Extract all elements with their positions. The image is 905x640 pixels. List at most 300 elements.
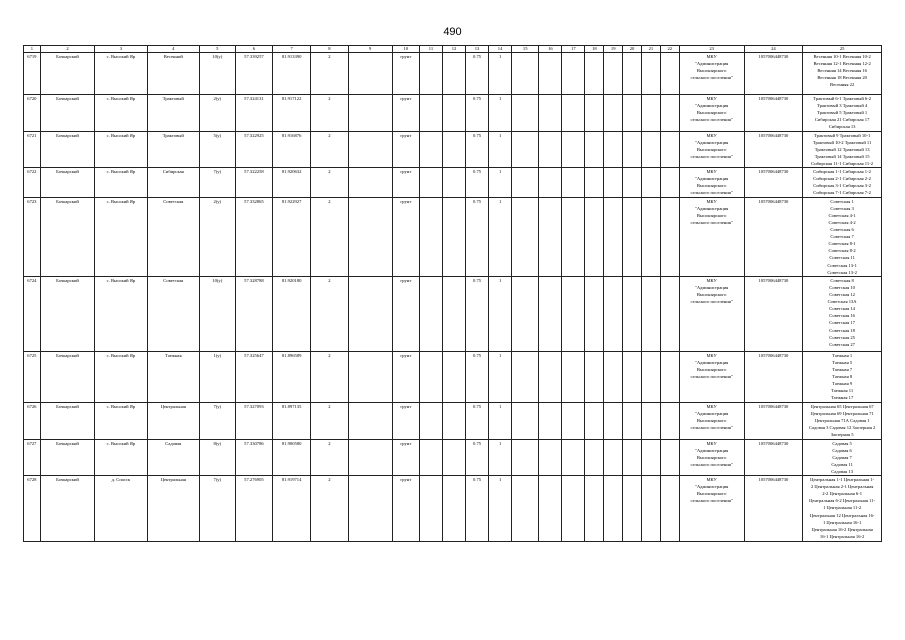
cell-col-8: 2 — [310, 53, 348, 95]
cell-col-11 — [419, 95, 442, 132]
cell-line: Советская 3 — [830, 205, 854, 211]
cell-line: "Администрация — [694, 447, 729, 453]
cell-col-13: 0.75 — [466, 95, 489, 132]
cell-col-24: 1057006448730 — [744, 95, 803, 132]
column-header: 20 — [623, 46, 642, 53]
cell-line: "Администрация — [694, 484, 729, 490]
table-row — [24, 276, 882, 351]
table-row — [24, 476, 882, 542]
cell-line: МКУ — [706, 352, 717, 358]
cell-col-12 — [442, 351, 465, 402]
cell-col-2: Бочкарский — [40, 276, 94, 351]
cell-col-11 — [419, 53, 442, 95]
cell-col-8: 2 — [310, 351, 348, 402]
cell-col-7: 81.920180 — [273, 276, 311, 351]
cell-col-15 — [512, 53, 539, 95]
cell-col-11 — [419, 351, 442, 402]
cell-col-25 — [803, 197, 882, 276]
cell-col-22 — [660, 197, 679, 276]
cell-col-6: 57.339257 — [235, 53, 273, 95]
cell-line: 1 Центральная 16-1 — [822, 519, 862, 525]
cell-line: Весенняя 12-1 Весенняя 12-2 — [813, 61, 871, 67]
cell-col-21 — [641, 476, 660, 542]
cell-col-3: д. Спасск — [95, 476, 147, 542]
cell-col-2: Бочкарский — [40, 197, 94, 276]
cell-line: Центральная 16-2 Центральная — [811, 526, 873, 532]
cell-line: Советская 16 — [829, 313, 855, 319]
cell-col-2: Бочкарский — [40, 351, 94, 402]
cell-col-10: грунт — [392, 351, 419, 402]
column-header: 8 — [310, 46, 348, 53]
cell-col-2: Бочкарский — [40, 168, 94, 197]
cell-col-18 — [585, 95, 604, 132]
cell-col-16 — [539, 168, 562, 197]
cell-col-22 — [660, 402, 679, 439]
column-header: 9 — [348, 46, 392, 53]
cell-col-25 — [803, 131, 882, 168]
cell-col-12 — [442, 476, 465, 542]
cell-col-9 — [348, 402, 392, 439]
cell-col-21 — [641, 439, 660, 476]
cell-col-13: 0.75 — [466, 476, 489, 542]
cell-col-17 — [562, 402, 585, 439]
cell-col-4: Садовая — [147, 439, 199, 476]
cell-col-10: грунт — [392, 95, 419, 132]
cell-line: "Администрация — [694, 176, 729, 182]
cell-col-19 — [604, 402, 623, 439]
cell-col-22 — [660, 351, 679, 402]
cell-line: МКУ — [706, 54, 717, 59]
column-header: 2 — [40, 46, 94, 53]
cell-col-6: 57.332865 — [235, 197, 273, 276]
cell-col-20 — [623, 351, 642, 402]
cell-line: Весенняя 18 Весенняя 20 — [817, 75, 867, 81]
cell-col-21 — [641, 197, 660, 276]
cell-col-25 — [803, 439, 882, 476]
cell-col-3: с. Высокий Яр — [95, 53, 147, 95]
cell-col-23 — [679, 53, 744, 95]
cell-col-18 — [585, 53, 604, 95]
cell-col-12 — [442, 197, 465, 276]
cell-line: Высокоярского — [696, 417, 727, 423]
cell-line: Таежная 11 — [831, 388, 854, 394]
cell-line: Весенняя 14 Весенняя 16 — [817, 68, 867, 74]
table-row — [24, 402, 882, 439]
cell-col-4: Весенний — [147, 53, 199, 95]
cell-col-25 — [803, 95, 882, 132]
cell-line: Советская 1 — [830, 198, 854, 204]
cell-col-25 — [803, 53, 882, 95]
cell-col-6: 57.327093 — [235, 402, 273, 439]
cell-line: Сибирская 21 Сибирская 17 — [814, 117, 870, 123]
cell-line: Трактовый 6-1 Трактовый 6-2 — [813, 96, 872, 101]
cell-line: Центральная 65 Центральная 67 — [810, 403, 874, 409]
cell-col-3: с. Высокий Яр — [95, 168, 147, 197]
cell-col-4: Трактовый — [147, 131, 199, 168]
cell-col-19 — [604, 53, 623, 95]
column-header: 13 — [466, 46, 489, 53]
cell-line: МКУ — [706, 277, 717, 283]
cell-col-19 — [604, 168, 623, 197]
cell-line: МКУ — [706, 198, 717, 204]
cell-line: Весенняя 22 — [830, 82, 855, 88]
cell-col-21 — [641, 168, 660, 197]
cell-line: Таежная 5 — [832, 359, 853, 365]
cell-col-16 — [539, 131, 562, 168]
cell-line: сельского поселения" — [690, 374, 733, 380]
cell-line: Советская 13-2 — [827, 269, 857, 275]
cell-col-9 — [348, 95, 392, 132]
cell-col-9 — [348, 53, 392, 95]
cell-line: "Администрация — [694, 205, 729, 211]
cell-col-18 — [585, 476, 604, 542]
cell-col-9 — [348, 276, 392, 351]
cell-line: Трактовый 3 Трактовый 4 — [817, 103, 868, 109]
cell-line: Сибирская 2-1 Сибирская 2-2 — [813, 176, 871, 182]
cell-line: Советская 17 — [829, 320, 855, 326]
cell-col-6: 57.322925 — [235, 131, 273, 168]
table-row — [24, 95, 882, 132]
cell-col-1: 6728 — [24, 476, 41, 542]
cell-col-22 — [660, 439, 679, 476]
column-header: 25 — [803, 46, 882, 53]
cell-col-13: 0.75 — [466, 402, 489, 439]
cell-col-14: 1 — [489, 439, 512, 476]
cell-col-11 — [419, 197, 442, 276]
cell-col-16 — [539, 197, 562, 276]
cell-col-4: Таежная — [147, 351, 199, 402]
cell-line: Советская 6 — [830, 226, 854, 232]
cell-col-2: Бочкарский — [40, 402, 94, 439]
column-header: 19 — [604, 46, 623, 53]
cell-line: Весенняя 10-1 Весенняя 10-2 — [813, 54, 871, 59]
cell-col-24: 1057006448730 — [744, 276, 803, 351]
column-header: 14 — [489, 46, 512, 53]
page-number: 490 — [443, 26, 462, 38]
table-row — [24, 197, 882, 276]
cell-col-23 — [679, 131, 744, 168]
cell-col-15 — [512, 476, 539, 542]
cell-col-17 — [562, 476, 585, 542]
cell-line: Высокоярского — [696, 291, 727, 297]
cell-line: Советская 8-1 — [828, 241, 856, 247]
cell-line: Высокоярского — [696, 366, 727, 372]
cell-col-15 — [512, 351, 539, 402]
table-row — [24, 168, 882, 197]
cell-col-6: 57.328788 — [235, 276, 273, 351]
cell-col-5: 2(у) — [199, 197, 235, 276]
cell-col-2: Бочкарский — [40, 439, 94, 476]
cell-col-19 — [604, 95, 623, 132]
cell-col-1: 6724 — [24, 276, 41, 351]
cell-col-13: 0.75 — [466, 439, 489, 476]
cell-col-22 — [660, 276, 679, 351]
cell-line: сельского поселения" — [690, 424, 733, 430]
cell-col-11 — [419, 439, 442, 476]
cell-col-20 — [623, 476, 642, 542]
cell-col-1: 6719 — [24, 53, 41, 95]
cell-line: Трактовый 12 Трактовый 13 — [814, 146, 870, 152]
cell-col-22 — [660, 476, 679, 542]
cell-col-10: грунт — [392, 439, 419, 476]
cell-col-5: 7(у) — [199, 476, 235, 542]
cell-line: Советская 8-2 — [828, 248, 856, 254]
cell-col-6: 57.322258 — [235, 168, 273, 197]
cell-line: МКУ — [706, 440, 717, 446]
cell-line: Сибирская 1-1 Сибирская 1-2 — [813, 169, 871, 175]
cell-col-7: 81.916876 — [273, 131, 311, 168]
cell-line: "Администрация — [694, 103, 729, 109]
cell-col-10: грунт — [392, 476, 419, 542]
cell-col-20 — [623, 276, 642, 351]
cell-col-10: грунт — [392, 197, 419, 276]
cell-col-7: 81.913390 — [273, 53, 311, 95]
cell-line: Высокоярского — [696, 183, 727, 189]
cell-col-25 — [803, 351, 882, 402]
cell-col-22 — [660, 168, 679, 197]
cell-line: сельского поселения" — [690, 190, 733, 196]
cell-line: Советская 14 — [829, 306, 855, 312]
cell-col-7: 81.896589 — [273, 351, 311, 402]
cell-col-24: 1057006448730 — [744, 476, 803, 542]
cell-col-20 — [623, 402, 642, 439]
cell-col-19 — [604, 439, 623, 476]
column-header: 24 — [744, 46, 803, 53]
cell-col-24: 1057006448730 — [744, 168, 803, 197]
cell-line: сельского поселения" — [690, 153, 733, 159]
cell-col-23 — [679, 197, 744, 276]
cell-col-11 — [419, 476, 442, 542]
cell-line: Советская 18 — [829, 327, 855, 333]
cell-line: Высокоярского — [696, 68, 727, 74]
cell-col-14: 1 — [489, 276, 512, 351]
cell-col-14: 1 — [489, 476, 512, 542]
cell-line: Советская 8 — [830, 277, 854, 283]
cell-col-8: 2 — [310, 276, 348, 351]
cell-col-20 — [623, 168, 642, 197]
cell-col-24: 1057006448730 — [744, 351, 803, 402]
column-header: 16 — [539, 46, 562, 53]
cell-col-5: 10(у) — [199, 276, 235, 351]
column-header: 11 — [419, 46, 442, 53]
cell-line: Центральная 1-1 Центральная 1- — [810, 477, 875, 483]
cell-col-4: Центральная — [147, 402, 199, 439]
cell-col-7: 81.917122 — [273, 95, 311, 132]
cell-col-8: 2 — [310, 402, 348, 439]
cell-line: "Администрация — [694, 359, 729, 365]
cell-col-19 — [604, 131, 623, 168]
cell-col-9 — [348, 131, 392, 168]
cell-col-24: 1057006448730 — [744, 197, 803, 276]
cell-line: Высокоярского — [696, 212, 727, 218]
cell-line: Центральная 69 Центральная 71 — [810, 410, 874, 416]
cell-col-3: с. Высокий Яр — [95, 95, 147, 132]
cell-col-24: 1057006448730 — [744, 402, 803, 439]
cell-col-5: 8(у) — [199, 439, 235, 476]
cell-line: Советская 11 — [829, 255, 855, 261]
cell-col-16 — [539, 439, 562, 476]
cell-col-11 — [419, 131, 442, 168]
cell-line: Заозерная 5 — [830, 431, 854, 437]
cell-col-1: 6720 — [24, 95, 41, 132]
column-header: 7 — [273, 46, 311, 53]
cell-line: "Администрация — [694, 61, 729, 67]
cell-col-8: 2 — [310, 197, 348, 276]
cell-col-7: 81.897135 — [273, 402, 311, 439]
cell-col-12 — [442, 53, 465, 95]
cell-col-3: с. Высокий Яр — [95, 439, 147, 476]
cell-col-19 — [604, 276, 623, 351]
cell-col-18 — [585, 131, 604, 168]
cell-col-21 — [641, 276, 660, 351]
cell-line: Сибирская 13 — [828, 124, 856, 130]
cell-line: Таежная 8 — [832, 374, 853, 380]
cell-col-13: 0.75 — [466, 276, 489, 351]
cell-line: Центральная 71А Садовая 1 — [814, 417, 870, 423]
cell-col-24: 1057006448730 — [744, 53, 803, 95]
cell-col-14: 1 — [489, 402, 512, 439]
cell-col-14: 1 — [489, 197, 512, 276]
cell-col-2: Бочкарский — [40, 53, 94, 95]
column-header: 23 — [679, 46, 744, 53]
cell-col-19 — [604, 476, 623, 542]
cell-line: Таежная 9 — [832, 381, 853, 387]
cell-col-18 — [585, 351, 604, 402]
cell-col-13: 0.75 — [466, 53, 489, 95]
cell-line: Советская 13-1 — [827, 262, 857, 268]
cell-col-15 — [512, 439, 539, 476]
cell-line: Таежная 7 — [832, 366, 853, 372]
cell-col-8: 2 — [310, 168, 348, 197]
cell-col-5: 7(у) — [199, 168, 235, 197]
cell-col-24: 1057006448730 — [744, 439, 803, 476]
cell-line: Садовая 7 — [832, 454, 852, 460]
cell-col-17 — [562, 197, 585, 276]
cell-col-23 — [679, 402, 744, 439]
cell-col-16 — [539, 402, 562, 439]
cell-line: сельского поселения" — [690, 219, 733, 225]
column-header: 1 — [24, 46, 41, 53]
cell-col-18 — [585, 168, 604, 197]
cell-col-10: грунт — [392, 53, 419, 95]
cell-col-9 — [348, 168, 392, 197]
cell-col-7: 81.922927 — [273, 197, 311, 276]
cell-col-15 — [512, 95, 539, 132]
cell-line: сельского поселения" — [690, 117, 733, 123]
cell-col-14: 1 — [489, 131, 512, 168]
cell-col-20 — [623, 197, 642, 276]
cell-col-4: Центральная — [147, 476, 199, 542]
cell-col-20 — [623, 53, 642, 95]
table-row — [24, 131, 882, 168]
cell-col-23 — [679, 439, 744, 476]
cell-col-6: 57.330786 — [235, 439, 273, 476]
cell-line: 2 Центральная 2-1 Центральная — [810, 484, 874, 490]
cell-col-1: 6721 — [24, 131, 41, 168]
cell-col-21 — [641, 351, 660, 402]
cell-col-20 — [623, 439, 642, 476]
cell-col-23 — [679, 276, 744, 351]
table-row — [24, 53, 882, 95]
cell-col-20 — [623, 131, 642, 168]
cell-line: Советская 13А — [827, 299, 857, 305]
cell-col-4: Трактовый — [147, 95, 199, 132]
cell-col-5: 10(у) — [199, 53, 235, 95]
cell-line: Садовая 5 — [832, 440, 852, 446]
column-header: 4 — [147, 46, 199, 53]
cell-col-21 — [641, 53, 660, 95]
cell-col-12 — [442, 168, 465, 197]
cell-col-19 — [604, 197, 623, 276]
cell-col-9 — [348, 439, 392, 476]
cell-col-17 — [562, 439, 585, 476]
column-header: 17 — [562, 46, 585, 53]
cell-col-9 — [348, 476, 392, 542]
cell-col-7: 81.900580 — [273, 439, 311, 476]
cell-col-16 — [539, 95, 562, 132]
cell-col-5: 7(у) — [199, 402, 235, 439]
cell-col-7: 81.919714 — [273, 476, 311, 542]
cell-line: Садовая 13 — [831, 468, 853, 474]
cell-col-3: с. Высокий Яр — [95, 197, 147, 276]
cell-line: Центральная 6-2 Центральная 11- — [809, 498, 876, 504]
cell-col-16 — [539, 351, 562, 402]
cell-line: Сибирская 3-1 Сибирская 3-2 — [813, 183, 871, 189]
cell-line: Высокоярского — [696, 110, 727, 116]
cell-line: 16-1 Центральная 16-2 — [819, 533, 865, 539]
cell-line: Высокоярского — [696, 491, 727, 497]
cell-line: сельского поселения" — [690, 75, 733, 81]
cell-line: сельского поселения" — [690, 498, 733, 504]
cell-col-15 — [512, 197, 539, 276]
cell-col-5: 2(у) — [199, 95, 235, 132]
cell-col-17 — [562, 131, 585, 168]
cell-col-6: 57.325647 — [235, 351, 273, 402]
cell-col-21 — [641, 402, 660, 439]
cell-col-14: 1 — [489, 168, 512, 197]
cell-col-23 — [679, 168, 744, 197]
cell-col-12 — [442, 402, 465, 439]
cell-line: Советская 12 — [829, 291, 855, 297]
cell-col-22 — [660, 131, 679, 168]
cell-col-5: 5(у) — [199, 131, 235, 168]
cell-col-8: 2 — [310, 95, 348, 132]
cell-col-12 — [442, 439, 465, 476]
cell-line: Садовая 3 Садовая 12 Заозерная 2 — [808, 424, 876, 430]
column-header: 22 — [660, 46, 679, 53]
column-header: 21 — [641, 46, 660, 53]
cell-col-12 — [442, 276, 465, 351]
cell-line: Сибирская 11-1 Сибирская 11-2 — [811, 160, 874, 166]
cell-col-16 — [539, 53, 562, 95]
cell-col-21 — [641, 95, 660, 132]
cell-col-17 — [562, 351, 585, 402]
cell-col-16 — [539, 476, 562, 542]
cell-col-16 — [539, 276, 562, 351]
cell-line: Садовая 6 — [832, 447, 852, 453]
cell-col-11 — [419, 168, 442, 197]
cell-col-8: 2 — [310, 131, 348, 168]
cell-col-19 — [604, 351, 623, 402]
column-header: 12 — [442, 46, 465, 53]
cell-col-1: 6726 — [24, 402, 41, 439]
cell-col-1: 6727 — [24, 439, 41, 476]
cell-col-2: Бочкарский — [40, 95, 94, 132]
cell-line: Советская 27 — [829, 341, 855, 347]
cell-col-2: Бочкарский — [40, 131, 94, 168]
cell-line: МКУ — [706, 169, 717, 175]
cell-col-11 — [419, 402, 442, 439]
